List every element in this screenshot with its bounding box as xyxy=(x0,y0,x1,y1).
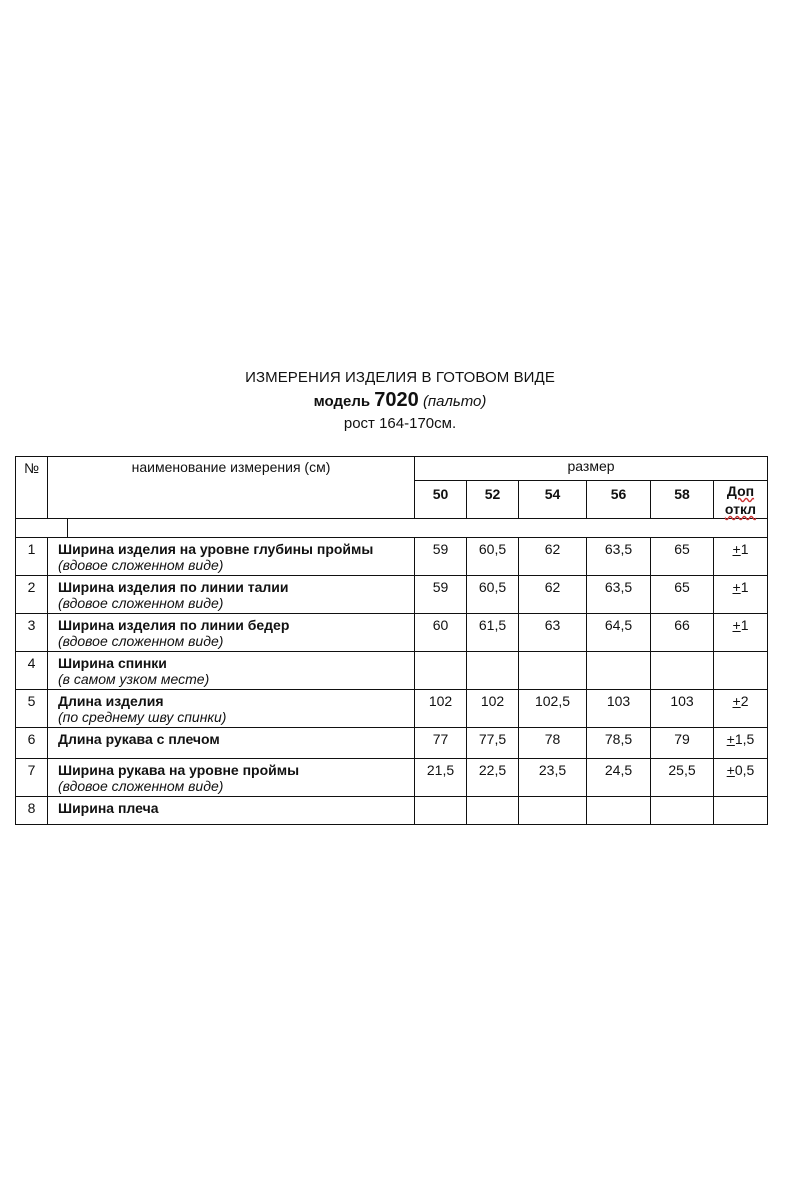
size-value: 61,5 xyxy=(467,614,519,652)
table-row xyxy=(16,728,768,759)
row-number: 6 xyxy=(16,728,48,759)
row-number: 4 xyxy=(16,652,48,690)
size-value xyxy=(467,797,519,825)
size-value xyxy=(651,652,714,690)
plus-minus-sign: + xyxy=(726,762,735,778)
size-value: 77,5 xyxy=(467,728,519,759)
size-value: 63,5 xyxy=(587,538,651,576)
row-number: 3 xyxy=(16,614,48,652)
row-measurement-name-cell xyxy=(48,759,415,797)
row-number: 2 xyxy=(16,576,48,614)
plus-minus-sign: + xyxy=(732,579,741,595)
size-value xyxy=(587,652,651,690)
size-value: 102 xyxy=(467,690,519,728)
size-value: 63,5 xyxy=(587,576,651,614)
size-value: 63 xyxy=(519,614,587,652)
deviation-cell xyxy=(714,614,768,652)
size-value: 64,5 xyxy=(587,614,651,652)
row-number: 5 xyxy=(16,690,48,728)
table-row xyxy=(16,652,768,690)
size-value: 59 xyxy=(415,538,467,576)
size-value: 65 xyxy=(651,576,714,614)
size-value: 103 xyxy=(651,690,714,728)
table-row xyxy=(16,759,768,797)
size-value: 60,5 xyxy=(467,576,519,614)
size-value: 103 xyxy=(587,690,651,728)
deviation-cell xyxy=(714,690,768,728)
table-row xyxy=(16,538,768,576)
plus-minus-sign: + xyxy=(726,731,735,747)
deviation-value: 0,5 xyxy=(734,762,755,778)
header-size: 54 xyxy=(519,481,587,519)
row-measurement-name-cell xyxy=(48,614,415,652)
size-value: 62 xyxy=(519,538,587,576)
row-measurement-name-cell xyxy=(48,652,415,690)
size-value: 65 xyxy=(651,538,714,576)
deviation-value: 2 xyxy=(740,693,749,709)
deviation-value: 1 xyxy=(740,541,749,557)
plus-minus-sign: + xyxy=(732,693,741,709)
deviation-cell xyxy=(714,538,768,576)
deviation-cell xyxy=(714,576,768,614)
measurement-name: Ширина изделия на уровне глубины проймы xyxy=(58,541,374,557)
document-title-block xyxy=(0,367,800,435)
model-number: 7020 xyxy=(374,389,419,411)
measurement-note: (вдовое сложенном виде) xyxy=(58,595,224,611)
header-deviation-line1: Доп xyxy=(726,483,755,499)
row-measurement-name-cell xyxy=(48,576,415,614)
size-value: 78,5 xyxy=(587,728,651,759)
table-row xyxy=(16,690,768,728)
row-measurement-name-cell xyxy=(48,728,415,759)
size-value: 66 xyxy=(651,614,714,652)
measurement-note: (вдовое сложенном виде) xyxy=(58,633,224,649)
document-title: ИЗМЕРЕНИЯ ИЗДЕЛИЯ В ГОТОВОМ ВИДЕ xyxy=(245,369,555,386)
measurement-name: Ширина спинки xyxy=(58,655,167,671)
size-value xyxy=(519,652,587,690)
measurement-name: Ширина изделия по линии талии xyxy=(58,579,289,595)
measurement-name: Ширина рукава на уровне проймы xyxy=(58,762,300,778)
header-deviation xyxy=(714,481,768,519)
size-value xyxy=(467,652,519,690)
row-number: 8 xyxy=(16,797,48,825)
header-size: 56 xyxy=(587,481,651,519)
deviation-cell xyxy=(714,797,768,825)
size-value: 60,5 xyxy=(467,538,519,576)
size-value: 22,5 xyxy=(467,759,519,797)
model-type: (пальто) xyxy=(422,393,487,410)
size-value: 23,5 xyxy=(519,759,587,797)
deviation-value: 1 xyxy=(740,579,749,595)
row-measurement-name-cell xyxy=(48,690,415,728)
measurement-note: (вдовое сложенном виде) xyxy=(58,778,224,794)
row-number: 1 xyxy=(16,538,48,576)
size-value xyxy=(415,797,467,825)
spacer-divider xyxy=(67,519,68,538)
size-value: 102 xyxy=(415,690,467,728)
size-value xyxy=(519,797,587,825)
plus-minus-sign: + xyxy=(732,541,741,557)
header-size-group: размер xyxy=(415,457,768,481)
size-value: 102,5 xyxy=(519,690,587,728)
height-range: рост 164-170см. xyxy=(343,415,457,432)
size-value: 60 xyxy=(415,614,467,652)
header-size: 52 xyxy=(467,481,519,519)
header-size: 58 xyxy=(651,481,714,519)
size-value: 62 xyxy=(519,576,587,614)
size-value: 79 xyxy=(651,728,714,759)
header-number: № xyxy=(16,457,48,519)
size-value: 25,5 xyxy=(651,759,714,797)
deviation-cell xyxy=(714,652,768,690)
measurement-name: Длина рукава с плечом xyxy=(58,731,220,747)
row-measurement-name-cell xyxy=(48,538,415,576)
measurement-table xyxy=(15,456,768,825)
row-number: 7 xyxy=(16,759,48,797)
size-value xyxy=(415,652,467,690)
deviation-cell xyxy=(714,759,768,797)
spacer-row xyxy=(16,519,768,538)
plus-minus-sign: + xyxy=(732,617,741,633)
deviation-value: 1,5 xyxy=(734,731,755,747)
size-value: 77 xyxy=(415,728,467,759)
table-row xyxy=(16,797,768,825)
measurement-note: (в самом узком месте) xyxy=(58,671,210,687)
size-value: 59 xyxy=(415,576,467,614)
size-value: 78 xyxy=(519,728,587,759)
measurement-note: (вдовое сложенном виде) xyxy=(58,557,224,573)
size-value xyxy=(587,797,651,825)
measurement-note: (по среднему шву спинки) xyxy=(58,709,227,725)
deviation-cell xyxy=(714,728,768,759)
table-row xyxy=(16,576,768,614)
header-deviation-line2: откл xyxy=(724,501,757,517)
deviation-value: 1 xyxy=(740,617,749,633)
model-line xyxy=(0,389,800,413)
size-value: 24,5 xyxy=(587,759,651,797)
measurement-name: Длина изделия xyxy=(58,693,164,709)
header-measurement-name: наименование измерения (см) xyxy=(48,457,415,519)
measurement-name: Ширина плеча xyxy=(58,800,159,816)
table-row xyxy=(16,614,768,652)
model-label: модель xyxy=(313,393,371,410)
row-measurement-name-cell xyxy=(48,797,415,825)
measurement-name: Ширина изделия по линии бедер xyxy=(58,617,290,633)
size-value: 21,5 xyxy=(415,759,467,797)
header-size: 50 xyxy=(415,481,467,519)
size-value xyxy=(651,797,714,825)
